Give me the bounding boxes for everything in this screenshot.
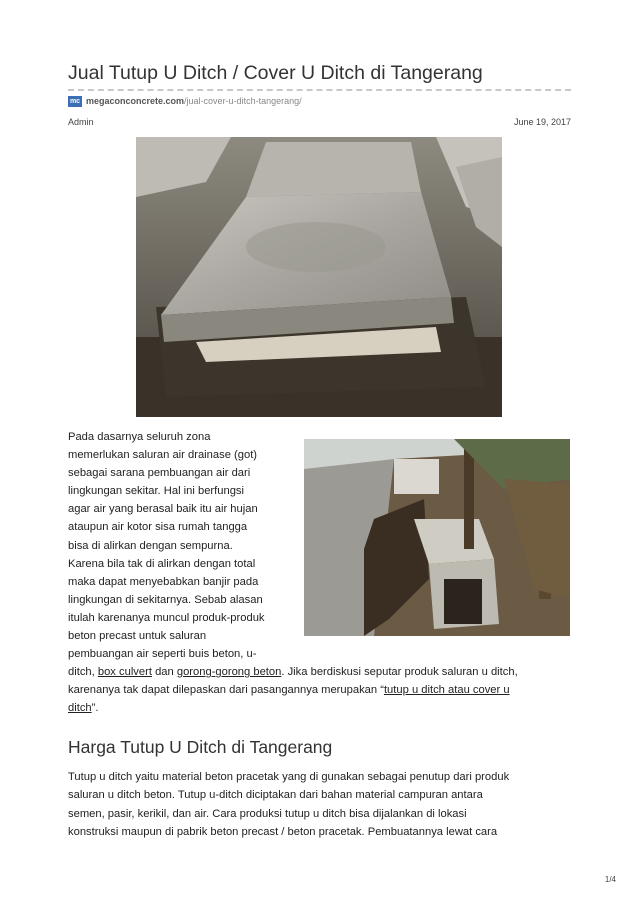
section-heading: Harga Tutup U Ditch di Tangerang — [68, 737, 333, 757]
intro-line: sebagai sarana pembuangan air dari — [68, 467, 251, 480]
intro-line: agar air yang berasal baik itu air hujan — [68, 503, 258, 516]
intro-line: Karena bila tak di alirkan dengan total — [68, 557, 256, 570]
intro-line — [68, 663, 573, 681]
source-domain[interactable]: megaconconcrete.com — [86, 96, 185, 106]
publish-date: June 19, 2017 — [513, 117, 571, 127]
title-divider — [68, 89, 571, 91]
intro-line: bisa di alirkan dengan sempurna. — [68, 539, 233, 552]
intro-text: ”. — [91, 702, 99, 715]
intro-paragraph — [68, 428, 573, 718]
intro-line: beton precast untuk saluran — [68, 630, 207, 643]
intro-line: memerlukan saluran air drainase (got) — [68, 449, 258, 462]
intro-line: lingkungan di sekitarnya. Sebab alasan — [68, 593, 263, 606]
page-title: Jual Tutup U Ditch / Cover U Ditch di Tangerang — [68, 62, 483, 84]
section-paragraph — [68, 768, 573, 842]
intro-line — [68, 681, 573, 699]
intro-line — [68, 699, 573, 717]
intro-line: itulah karenanya muncul produk-produk — [68, 611, 265, 624]
section-line: Tutup u ditch yaitu material beton pracetak yang di gunakan sebagai penutup dari produk — [68, 771, 510, 783]
intro-text: . Jika berdiskusi seputar produk saluran u ditch, — [281, 666, 518, 679]
intro-line: pembuangan air seperti buis beton, u- — [68, 648, 257, 661]
box-culvert-link[interactable]: box culvert — [97, 666, 152, 679]
intro-line: Pada dasarnya seluruh zona — [68, 431, 211, 443]
page-number: 1/4 — [604, 875, 616, 884]
intro-line: maka dapat menyebabkan banjir pada — [68, 575, 259, 588]
source-link[interactable] — [68, 94, 302, 108]
section-line: konstruksi maupun di pabrik beton precast / beton pracetak. Pembuatannya lewat cara — [68, 826, 498, 839]
intro-line: lingkungan sekitar. Hal ini berfungsi — [68, 485, 244, 498]
author: Admin — [68, 117, 94, 127]
intro-text: dan — [151, 666, 177, 679]
tutup-u-ditch-link[interactable]: tutup u ditch atau cover u — [383, 684, 510, 697]
gorong-gorong-beton-link[interactable]: gorong-gorong beton — [176, 666, 282, 679]
article-meta — [68, 117, 571, 127]
tutup-u-ditch-link-cont[interactable]: ditch — [68, 702, 92, 715]
intro-text: karenanya tak dapat dilepaskan dari pasangannya merupakan “ — [68, 684, 384, 697]
concrete-slab-photo-icon — [136, 137, 502, 417]
megaconcrete-favicon-icon: mc — [69, 97, 81, 105]
section-line: semen, pasir, kerikil, dan air. Cara produksi tutup u ditch bisa dijalankan di lokasi — [68, 807, 467, 820]
intro-text: ditch, — [68, 666, 98, 679]
source-path[interactable]: /jual-cover-u-ditch-tangerang/ — [184, 96, 302, 106]
section-line: saluran u ditch beton. Tutup u-ditch diciptakan dari bahan material campuran antara — [68, 789, 483, 802]
intro-line: ataupun air kotor sisa rumah tangga — [68, 521, 248, 534]
